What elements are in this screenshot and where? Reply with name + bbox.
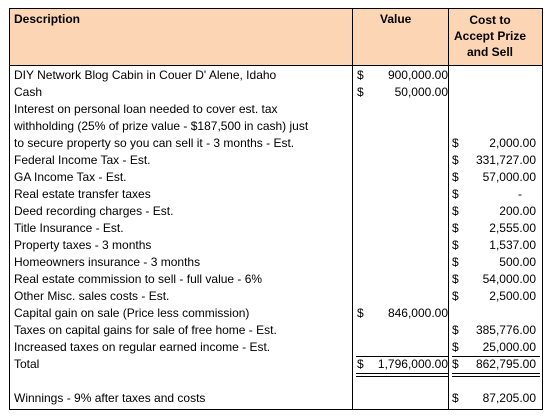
table-row [10,84,542,101]
cost-amount: 385,776.00 [475,323,536,337]
row-description: GA Income Tax - Est. [14,170,127,184]
header-value: Value [380,12,412,26]
header-cost [440,12,540,60]
table-row [10,186,542,203]
cost-dollar-sign: $ [452,289,459,303]
table-header [10,9,542,66]
table-row [10,118,542,135]
cost-amount: 2,555.00 [489,221,536,235]
cost-dollar-sign: $ [452,153,459,167]
cost-amount: 862,795.00 [475,357,536,371]
cost-amount: 57,000.00 [482,170,536,184]
table-row [10,254,542,271]
cost-dollar-sign: $ [452,255,459,269]
total-row [10,356,542,373]
table-row [10,339,542,356]
total-top-rule [356,356,448,357]
header-cost-line2: Accept Prize [453,29,527,43]
cost-dollar-sign: $ [452,221,459,235]
total-top-rule [452,356,540,357]
value-amount: 900,000.00 [387,68,448,82]
value-dollar-sign: $ [357,306,364,320]
cost-dollar-sign: $ [452,170,459,184]
value-dollar-sign: $ [357,357,364,371]
cost-amount: 1,537.00 [489,238,536,252]
row-description: Cash [14,85,43,99]
winnings-row [10,390,542,407]
cost-dollar-sign: $ [452,238,459,252]
value-amount: 1,796,000.00 [377,357,448,371]
table-row [10,305,542,322]
cost-dollar-sign: $ [452,204,459,218]
row-description: Real estate transfer taxes [14,187,151,201]
row-description: Interest on personal loan needed to cover est. tax [14,102,278,116]
row-description: Property taxes - 3 months [14,238,152,252]
cost-dollar-sign: $ [452,391,459,405]
table-row [10,67,542,84]
row-description: Title Insurance - Est. [14,221,124,235]
row-description: withholding (25% of prize value - $187,500 in cash) just [14,119,309,133]
table-row [10,271,542,288]
row-description: Homeowners insurance - 3 months [14,255,201,269]
value-dollar-sign: $ [357,85,364,99]
table-row [10,203,542,220]
value-amount: 50,000.00 [394,85,448,99]
cost-amount: 331,727.00 [475,153,536,167]
table-row [10,152,542,169]
cost-amount: 54,000.00 [482,272,536,286]
table-row [10,288,542,305]
row-description: Other Misc. sales costs - Est. [14,289,170,303]
row-description: Real estate commission to sell - full value - 6% [14,272,263,286]
row-description: Deed recording charges - Est. [14,204,174,218]
cost-dollar-sign: $ [452,323,459,337]
row-description: Increased taxes on regular earned income - Est. [14,340,271,354]
cost-amount: 200.00 [499,204,536,218]
header-cost-line3: and Sell [466,45,513,59]
table-row [10,135,542,152]
cost-amount: - [518,187,522,201]
row-description: Federal Income Tax - Est. [14,153,151,167]
table-row [10,237,542,254]
row-description: to secure property so you can sell it - 3 months - Est. [14,136,295,150]
header-description: Description [14,12,81,26]
value-amount: 846,000.00 [387,306,448,320]
table-row [10,322,542,339]
cost-amount: 87,205.00 [482,391,536,405]
table-row [10,101,542,118]
cost-dollar-sign: $ [452,272,459,286]
spreadsheet-table [9,8,543,410]
total-double-rule [452,373,540,377]
cost-dollar-sign: $ [452,340,459,354]
row-description: Total [14,357,40,371]
cost-dollar-sign: $ [452,136,459,150]
total-double-rule [356,373,448,377]
cost-dollar-sign: $ [452,357,459,371]
table-row [10,220,542,237]
row-description: Capital gain on sale (Price less commission) [14,306,250,320]
cost-dollar-sign: $ [452,187,459,201]
value-dollar-sign: $ [357,68,364,82]
row-description: Winnings - 9% after taxes and costs [14,391,206,405]
cost-amount: 2,000.00 [489,136,536,150]
table-row [10,169,542,186]
row-description: Taxes on capital gains for sale of free home - Est. [14,323,277,337]
cost-amount: 25,000.00 [482,340,536,354]
cost-amount: 500.00 [499,255,536,269]
row-description: DIY Network Blog Cabin in Couer D' Alene, Idaho [14,68,277,82]
cost-amount: 2,500.00 [489,289,536,303]
header-cost-line1: Cost to [469,13,511,27]
